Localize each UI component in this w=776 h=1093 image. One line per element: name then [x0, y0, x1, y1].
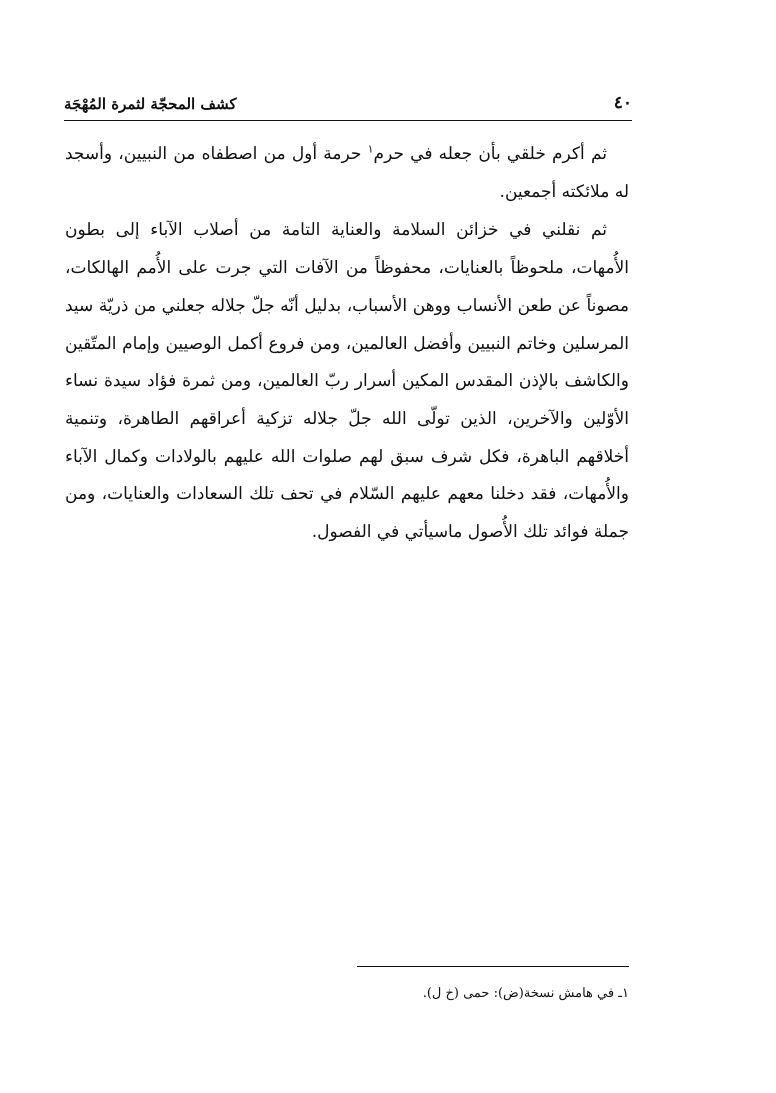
running-header — [64, 86, 632, 112]
main-text — [65, 136, 629, 552]
paragraph-1 — [65, 136, 629, 211]
paragraph-2: ثم نقلني في خزائن السلامة والعناية التامة من أصلاب الآباء إلى بطون الأُمهات، ملحوظاً بالعنايات، محفوظاً من الآفات التي جرت على الأُمم الهالكات، مصوناً عن طعن الأنساب ووهن الأسباب، بدليل أنّه جلّ جلاله جعلني من ذريّة سيد المرسلين وخاتم النبيين وأفضل العالمين، ومن فروع أكمل الوصيين وإمام المتّقين والكاشف بالإذن المقدس المكين أسرار ربّ العالمين، ومن ثمرة فؤاد سيدة نساء الأوّلين والآخرين، الذين تولّى الله جلّ جلاله تزكية أعراقهم الطاهرة، وتنمية أخلاقهم الباهرة، فكل شرف سبق لهم صلوات الله عليهم بالولادات وكمال الآباء والأُمهات، فقد دخلنا معهم عليهم السّلام في تحف تلك السعادات والعنايات، ومن جملة فوائد تلك الأُصول ماسيأتي في الفصول. — [65, 220, 629, 543]
paragraph-1-end: حرمة أول من اصطفاه من النبيين، وأسجد له ملائكته أجمعين. — [65, 144, 629, 202]
footnote: ١ـ في هامش نسخة(ض): حمى (خ ل). — [422, 986, 629, 1001]
page-number: ٤٠ — [613, 93, 632, 113]
footnote-marker: ١ — [367, 142, 374, 156]
footnote-divider — [357, 966, 629, 967]
paragraph-1-start: ثم أكرم خلقي بأن جعله في حرم — [373, 144, 607, 164]
header-divider — [64, 120, 632, 121]
book-title: كشف المحجّة لثمرة المُهْجَة — [64, 95, 237, 113]
